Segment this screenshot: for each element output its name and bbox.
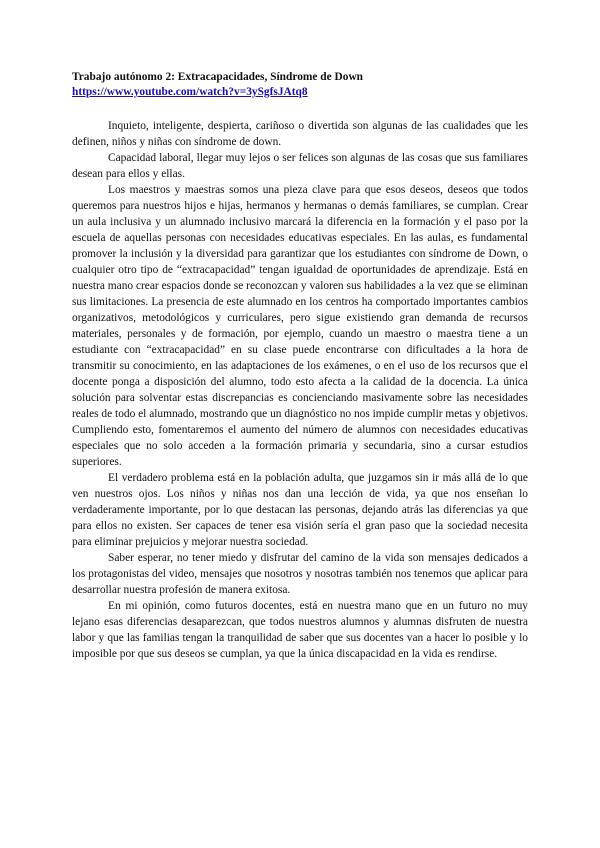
body-paragraph: El verdadero problema está en la población adulta, que juzgamos sin ir más allá de lo que ven nuestros ojos. Los niños y niñas nos dan una lección de vida, ya que nos enseñan lo verdaderamente importante, por lo que destacan las personas, dejando atrás las diferencias ya que para ellos no existen. Ser capaces de tener esa visión sería el gran paso que la sociedad necesita para eliminar prejuicios y mejorar nuestra sociedad. [72,472,528,548]
document-title: Trabajo autónomo 2: Extracapacidades, Síndrome de Down [72,71,363,83]
body-paragraph: Capacidad laboral, llegar muy lejos o ser felices son algunas de las cosas que sus familiares desean para ellos y ellas. [72,152,528,180]
body-paragraph: En mi opinión, como futuros docentes, está en nuestra mano que en un futuro no muy lejano esas diferencias desaparezcan, que todos nuestros alumnos y alumnas disfruten de nuestra labor y que las familias tengan la tranquilidad de saber que sus docentes van a hacer lo posible y lo imposible por que sus deseos se cumplan, ya que la única discapacidad en la vida es rendirse. [72,600,528,660]
video-link[interactable]: https://www.youtube.com/watch?v=3ySgfsJAtq8 [72,86,308,98]
body-paragraph: Los maestros y maestras somos una pieza clave para que esos deseos, deseos que todos queremos para nuestros hijos e hijas, hermanos y hermanas o demás familiares, se cumplan. Crear un aula inclusiva y un alumnado inclusivo marcará la diferencia en la formación y el paso por la escuela de aquellas personas con necesidades educativas especiales. En las aulas, es fundamental promover la inclusión y la diversidad para garantizar que los estudiantes con síndrome de Down, o cualquier otro tipo de “extracapacidad” tengan igualdad de oportunidades de aprendizaje. Está en nuestra mano crear espacios donde se reconozcan y valoren sus habilidades a la vez que se eliminan sus limitaciones. La presencia de este alumnado en los centros ha comportado importantes cambios organizativos, metodológicos y curriculares, pero sigue existiendo gran demanda de recursos materiales, personales y de formación, por ejemplo, cuando un maestro o maestra tiene a un estudiante con “extracapacidad” en su clase puede encontrarse con dificultades a la hora de transmitir su conocimiento, en las adaptaciones de los exámenes, o en el uso de los recursos que el docente ponga a disposición del alumno, todo esto afecta a la calidad de la docencia. La única solución para solventar estas discrepancias es concienciando masivamente sobre las necesidades reales de todo el alumnado, mostrando que un diagnóstico no nos impide cumplir metas y objetivos. Cumpliendo esto, fomentaremos el aumento del número de alumnos con necesidades educativas especiales que no solo acceden a la formación primaria y secundaria, sino a cursar estudios superiores. [72,184,528,468]
body-paragraph: Saber esperar, no tener miedo y disfrutar del camino de la vida son mensajes dedicados a los protagonistas del video, mensajes que nosotros y nosotras también nos tenemos que aplicar para desarrollar nuestra profesión de manera exitosa. [72,552,528,596]
document-body [72,118,528,662]
body-paragraph: Inquieto, inteligente, despierta, cariñoso o divertida son algunas de las cualidades que les definen, niños y niñas con síndrome de down. [72,120,528,148]
